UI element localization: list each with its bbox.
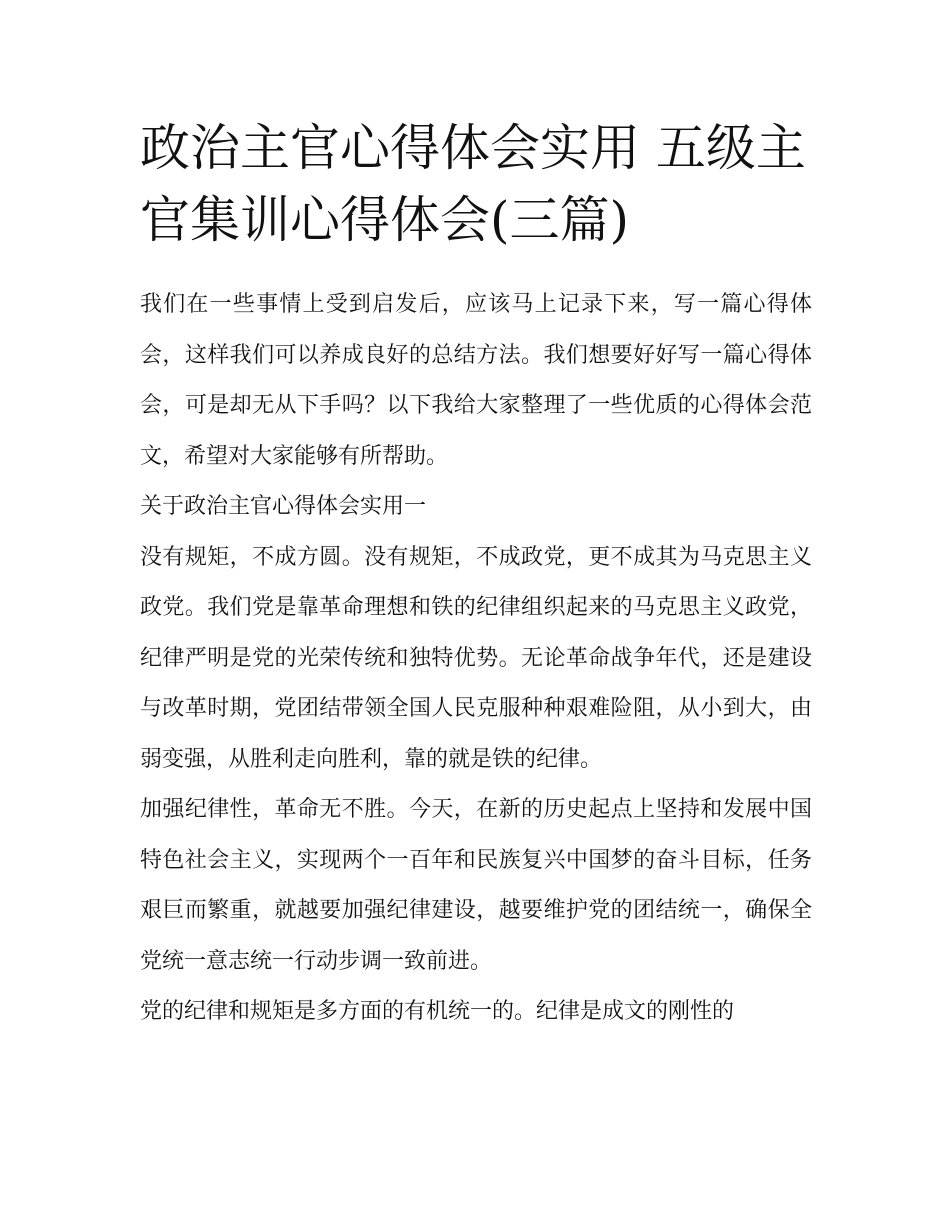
document-title: 政治主官心得体会实用 五级主官集训心得体会(三篇)	[140, 119, 806, 249]
body-paragraph-1: 没有规矩，不成方圆。没有规矩，不成政党，更不成其为马克思主义政党。我们党是靠革命理想和铁的纪律组织起来的马克思主义政党，纪律严明是党的光荣传统和独特优势。无论革命战争年代，还是建设与改革时期，党团结带领全国人民克服种种艰难险阻，从小到大，由弱变强，从胜利走向胜利，靠的就是铁的纪律。	[140, 544, 812, 772]
body-paragraph-3: 党的纪律和规矩是多方面的有机统一的。纪律是成文的刚性的	[140, 999, 735, 1024]
document-page	[140, 112, 812, 1038]
body-paragraph-2: 加强纪律性，革命无不胜。今天，在新的历史起点上坚持和发展中国特色社会主义，实现两个一百年和民族复兴中国梦的奋斗目标，任务艰巨而繁重，就越要加强纪律建设，越要维护党的团结统一，确保全党统一意志统一行动步调一致前进。	[140, 797, 812, 974]
intro-paragraph: 我们在一些事情上受到启发后，应该马上记录下来，写一篇心得体会，这样我们可以养成良好的总结方法。我们想要好好写一篇心得体会，可是却无从下手吗？以下我给大家整理了一些优质的心得体会范文，希望对大家能够有所帮助。	[140, 292, 812, 469]
document-body	[140, 280, 812, 1038]
section-heading: 关于政治主官心得体会实用一	[140, 494, 427, 519]
